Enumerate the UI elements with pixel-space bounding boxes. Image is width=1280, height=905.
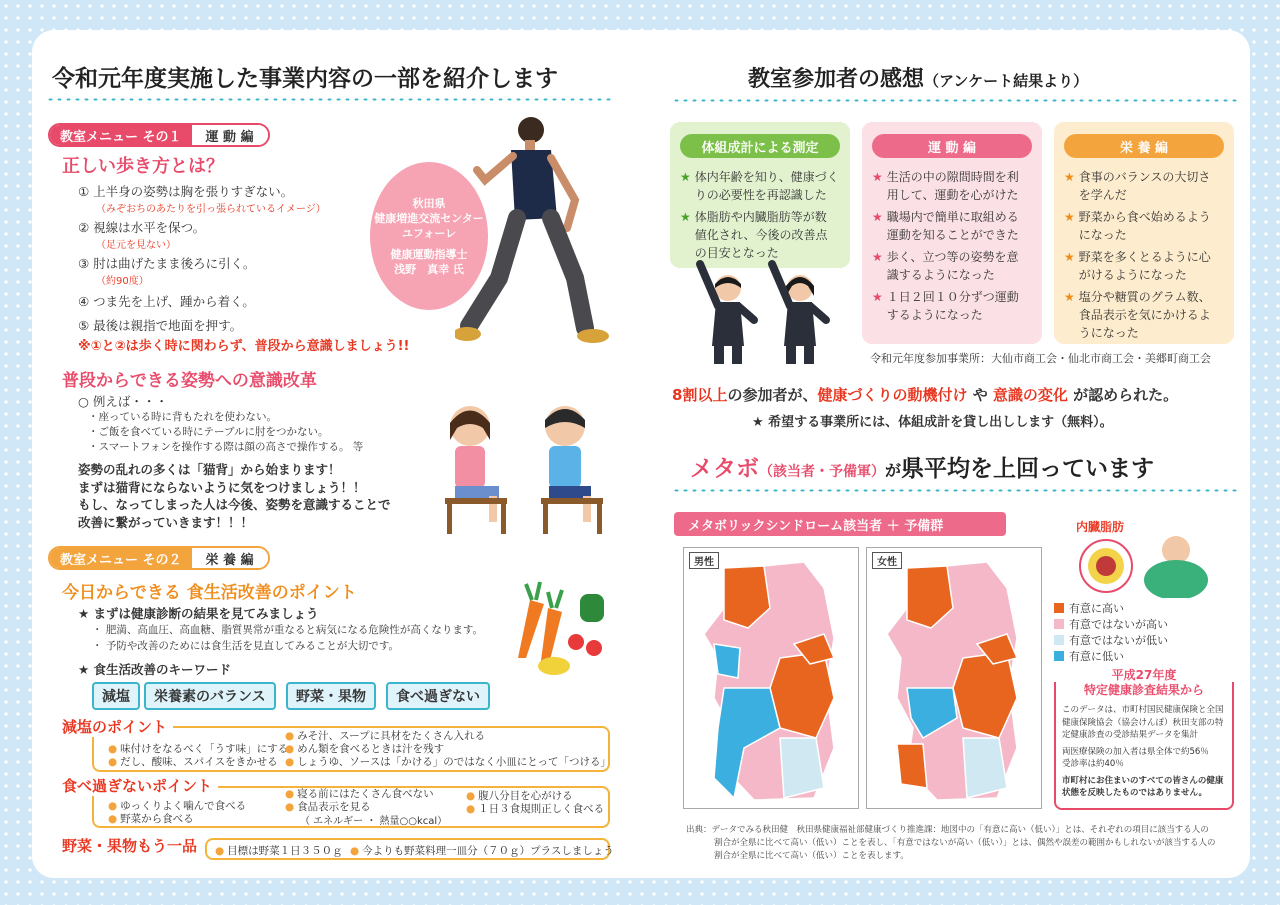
menu1-tag [48, 123, 270, 147]
card-item-text: 野菜を多くとるように心 がけるようになった [1078, 250, 1211, 282]
message-line: もし、なってしまった人は今後、姿勢を意識することで [78, 497, 391, 512]
metabo-keyword: 県平均 [901, 456, 971, 482]
check-item: ・ 肥満、高血圧、高血糖、脂質異常が重なると病気になる危険性が高くなります。 [92, 624, 483, 636]
example-item: ・座っている時に背もたれを使わない。 [88, 411, 277, 423]
card-item: ★ 野菜を多くとるように心 がけるようになった [1064, 250, 1211, 282]
vegetables-illustration [510, 580, 615, 678]
salt-tip: ● 味付けをなるべく「うす味」にする [108, 741, 288, 756]
keyword-nutrient-balance: 栄養素のバランス [144, 682, 276, 710]
card-head: 栄 養 編 [1064, 134, 1224, 158]
title-divider [672, 488, 1237, 493]
step-1: ① 上半身の姿勢は胸を張りすぎない。 [78, 184, 294, 199]
card-items [1064, 168, 1211, 342]
legend-label: 有意に高い [1069, 602, 1124, 615]
menu2-tag [48, 546, 270, 570]
map-label-female: 女性 [872, 552, 902, 569]
step-3: ③ 肘は曲げたまま後ろに引く。 [78, 256, 256, 271]
instructor-line: 健康運動指導士 [390, 247, 468, 261]
message-line: 姿勢の乱れの多くは「猫背」から始まります！ [78, 462, 341, 477]
card-item: ★ 食事のバランスの大切さ を学んだ [1064, 170, 1211, 202]
title-divider [46, 97, 611, 102]
legend-label: 有意ではないが低い [1069, 634, 1168, 647]
instructor-line: ユフォーレ [401, 226, 457, 240]
visceral-fat-illustration [1076, 536, 1236, 598]
map-legend [1054, 600, 1168, 664]
metabo-rest: を上回っています [970, 456, 1155, 482]
keyword-no-overeating: 食べ過ぎない [386, 682, 490, 710]
result-percentage: 8割以上 [672, 386, 728, 404]
card-item: ★ 職場内で簡単に取組める 運動を知ることができた [872, 210, 1019, 242]
step-3-note: （約90度） [96, 276, 149, 287]
data-note-title [1054, 668, 1234, 698]
card-item-text: 職場内で簡単に取組める 運動を知ることができた [886, 210, 1019, 242]
left-page-title: 令和元年度実施した事業内容の一部を紹介します [52, 66, 558, 92]
step-1-note: （みぞおちのあたりを引っ張られているイメージ） [96, 204, 326, 215]
card-items [872, 168, 1019, 324]
legend-label: 有意ではないが高い [1069, 618, 1168, 631]
data-note-line: 受診率は約40％ [1062, 759, 1124, 769]
data-note-line: 健康保険協会（協会けんぽ）秋田支部の特 [1062, 717, 1224, 728]
metabo-tag: メタボリックシンドローム該当者 ＋ 予備群 [674, 512, 1006, 536]
walking-man-photo [455, 108, 615, 353]
card-item: ★ 体脂肪や内臓脂肪等が数 値化され、今後の改善点 の目安となった [680, 210, 828, 260]
lending-note: ★ 希望する事業所には、体組成計を貸し出しします（無料）。 [752, 415, 1113, 430]
data-note-line: 定健康診査の受診結果データを集計 [1062, 730, 1199, 740]
legend-item [1054, 616, 1168, 632]
keyword-vegetables-fruits: 野菜・果物 [286, 682, 376, 710]
overeat-tip: ● ゆっくりよく噛んで食べる [108, 798, 246, 813]
stretching-workers-illustration [688, 250, 848, 368]
card-head: 体組成計による測定 [680, 134, 840, 158]
card-item: ★ 歩く、立つ等の姿勢を意 識するようになった [872, 250, 1019, 282]
card-item: ★ 生活の中の隙間時間を利 用して、運動を心がけた [872, 170, 1019, 202]
card-body-composition [670, 122, 850, 268]
salt-tip: ● だし、酸味、スパイスをきかせる [108, 754, 278, 769]
data-notes [1062, 704, 1224, 800]
data-note-line: 市町村にお住まいのすべての皆さんの健康 [1062, 775, 1224, 786]
legend-item [1054, 648, 1168, 664]
salt-tip: ● みそ汁、スープに具材をたくさん入れる [285, 728, 485, 743]
instructor-line: 秋田県 [412, 196, 446, 210]
map-label-male: 男性 [689, 552, 719, 569]
menu1-name: 運 動 編 [192, 125, 268, 145]
survey-title: 教室参加者の感想 [748, 67, 925, 92]
card-item-text: 歩く、立つ等の姿勢を意 識するようになった [886, 250, 1019, 282]
result-highlight: 意識の変化 [992, 386, 1068, 404]
source-note [686, 824, 1216, 863]
walking-warning: ※①と②は歩く時に関わらず、普段から意識しましょう!! [78, 339, 410, 354]
overeat-tip: ● 食品表示を見る [285, 799, 371, 814]
survey-result [672, 384, 1178, 405]
message-line: 改善に繋がっていきます！！！ [78, 514, 254, 530]
posture-heading: 普段からできる姿勢への意識改革 [62, 371, 317, 391]
check-items [92, 622, 483, 654]
card-items [680, 168, 839, 262]
step-2: ② 視線は水平を保つ。 [78, 220, 206, 235]
data-title-line: 特定健康診査結果から [1083, 683, 1204, 697]
overeat-tip: ● 野菜から食べる [108, 811, 194, 826]
akita-map-male [684, 548, 860, 810]
metabo-word: メタボ [690, 456, 759, 482]
card-head: 運 動 編 [872, 134, 1032, 158]
data-note-line: このデータは、市町村国民健康保険と全国 [1062, 705, 1224, 715]
vegetable-tips-title: 野菜・果物もう一品 [62, 835, 203, 856]
legend-item [1054, 600, 1168, 616]
instructor-line: 健康増進交流センター [374, 211, 484, 225]
menu1-tag-label: 教室メニュー その１ [50, 125, 192, 145]
map-female [866, 547, 1042, 809]
source-line: 出典：データでみる秋田健 秋田県健康福祉部健康づくり推進課：地図中の「有意に高い（低い）」とは、それぞれの項目に該当する人の [686, 825, 1209, 835]
data-title-line: 平成27年度 [1111, 668, 1177, 682]
vegetable-tip: ● 今よりも野菜料理一皿分（７０ｇ）プラスしましょう [350, 843, 614, 858]
card-item-text: 体脂肪や内臓脂肪等が数 値化され、今後の改善点 の目安となった [694, 210, 828, 260]
overeat-tip: ● 寝る前にはたくさん食べない [285, 786, 434, 801]
diet-heading: 今日からできる 食生活改善のポイント [62, 583, 357, 603]
data-note-line: 両医療保険の加入者は県全体で約56％ [1062, 746, 1209, 757]
card-item-text: 体内年齢を知り、健康づく りの必要性を再認識した [694, 170, 839, 202]
posture-message [78, 461, 391, 531]
check-item: ・ 予防や改善のためには食生活を見直してみることが大切です。 [92, 640, 399, 652]
legend-label: 有意に低い [1069, 650, 1124, 663]
legend-swatch [1054, 619, 1064, 629]
legend-item [1054, 632, 1168, 648]
salt-tip: ● めん類を食べるときは汁を残す [285, 741, 444, 756]
instructor-line: 浅野 真幸 氏 [394, 262, 464, 276]
posture-examples [88, 410, 363, 455]
visceral-fat-label: 内臓脂肪 [1076, 520, 1125, 534]
legend-swatch [1054, 603, 1064, 613]
salt-tips-title: 減塩のポイント [62, 716, 173, 737]
card-item: ★ 野菜から食べ始めるよう になった [1064, 210, 1211, 242]
step-2-note: （足元を見ない） [96, 240, 176, 251]
salt-tip: ● しょうゆ、ソースは「かける」のではなく小皿にとって「つける」 [285, 754, 611, 769]
result-text: の参加者が、 [727, 386, 818, 404]
result-highlight: 健康づくりの動機付け [817, 386, 968, 404]
walking-steps [78, 182, 326, 334]
sitting-children-illustration [425, 398, 615, 536]
keyword-title: ★ 食生活改善のキーワード [78, 662, 232, 677]
card-item: ★ １日２回１０分ずつ運動 するようになった [872, 290, 1019, 322]
card-item-text: 生活の中の隙間時間を利 用して、運動を心がけた [886, 170, 1019, 202]
card-item-text: 食事のバランスの大切さ を学んだ [1078, 170, 1211, 202]
example-item: ・スマートフォンを操作する際は顔の高さで操作する。 等 [88, 441, 364, 453]
card-item: ★ 塩分や糖質のグラム数、 食品表示を気にかけるよ うになった [1064, 290, 1211, 340]
card-item-text: １日２回１０分ずつ運動 するようになった [886, 290, 1019, 322]
step-5: ⑤ 最後は親指で地面を押す。 [78, 318, 243, 333]
menu2-name: 栄 養 編 [192, 548, 268, 568]
source-line: 割合が全県に比べて高い（低い）ことを表します。 [714, 851, 909, 861]
example-label: ○ 例えば・・・ [78, 394, 168, 409]
data-note-line: 状態を反映したものではありません。 [1062, 788, 1208, 798]
result-text: や [967, 386, 993, 404]
metabo-particle: が [885, 461, 902, 480]
keyword-salt: 減塩 [92, 682, 140, 710]
step-4: ④ つま先を上げ、踵から着く。 [78, 294, 255, 309]
right-page-title [748, 62, 1088, 93]
card-item-text: 塩分や糖質のグラム数、 食品表示を気にかけるよ うになった [1078, 290, 1211, 340]
source-line: 割合が全県に比べて高い（低い）ことを表し、「有意ではないが高い（低い）」とは、偶然や誤差の範囲かもしれないが該当する人の [714, 838, 1216, 848]
metabo-sub: （該当者・予備軍） [759, 464, 885, 480]
card-nutrition [1054, 122, 1234, 344]
participating-businesses: 令和元年度参加事業所：大仙市商工会・仙北市商工会・美郷町商工会 [870, 352, 1211, 365]
card-item: ★ 体内年齢を知り、健康づく りの必要性を再認識した [680, 170, 839, 202]
message-line: まずは猫背にならないように気をつけましょう！！ [78, 479, 366, 495]
legend-swatch [1054, 635, 1064, 645]
map-male [683, 547, 859, 809]
overeat-tip: ● 腹八分目を心がける [466, 788, 573, 803]
metabo-title [690, 450, 1154, 483]
card-exercise [862, 122, 1042, 344]
walking-heading: 正しい歩き方とは？ [62, 156, 224, 177]
overeat-tip: ● １日３食規則正しく食べる [466, 801, 604, 816]
menu2-tag-label: 教室メニュー その２ [50, 548, 192, 568]
title-divider [672, 98, 1237, 103]
legend-swatch [1054, 651, 1064, 661]
overeat-tip-note: （ エネルギー ・ 熱量○○kcal） [300, 816, 448, 827]
example-item: ・ご飯を食べている時にテーブルに肘をつかない。 [88, 426, 329, 438]
overeat-tips-title: 食べ過ぎないポイント [62, 775, 218, 796]
survey-subtitle: （アンケート結果より） [924, 72, 1089, 90]
result-text: が認められた。 [1067, 386, 1179, 404]
check-title: ★ まずは健康診断の結果を見てみましょう [78, 606, 319, 621]
akita-map-female [867, 548, 1043, 810]
card-item-text: 野菜から食べ始めるよう になった [1078, 210, 1211, 242]
vegetable-tip: ● 目標は野菜１日３５０ｇ [215, 843, 343, 858]
